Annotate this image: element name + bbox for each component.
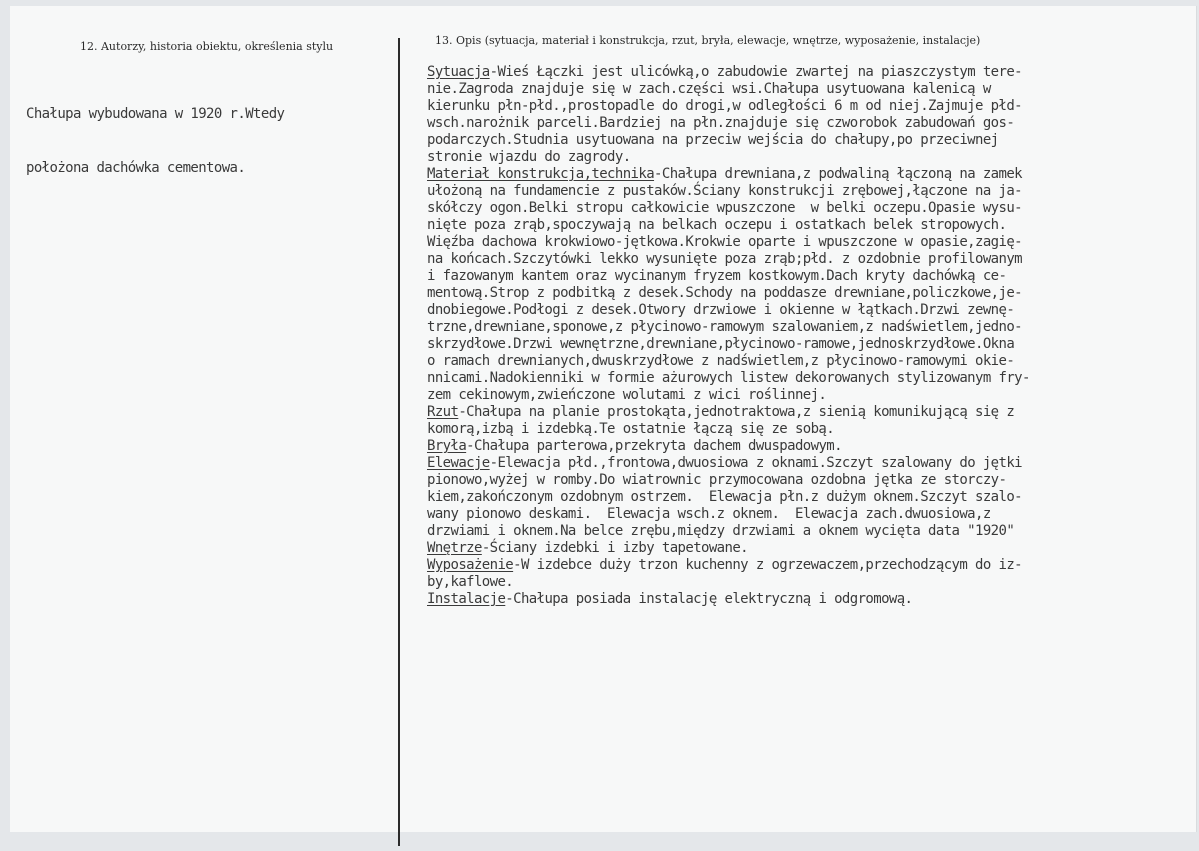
section-12-header: 12. Autorzy, historia obiektu, określenia stylu bbox=[80, 40, 334, 53]
text-line: położona dachówka cementowa. bbox=[26, 160, 246, 176]
text-line bbox=[427, 353, 1030, 370]
line-text: nie.Zagroda znajduje się w zach.części wsi.Chałupa usytuowana kalenicą w bbox=[427, 81, 991, 97]
text-line bbox=[427, 421, 1030, 438]
text-line bbox=[427, 217, 1030, 234]
line-text: -Elewacja płd.,frontowa,dwuosiowa z oknami.Szczyt szalowany do jętki bbox=[489, 455, 1022, 471]
line-text: -Ściany izdebki i izby tapetowane. bbox=[481, 540, 748, 556]
text-line bbox=[427, 319, 1030, 336]
text-line bbox=[427, 336, 1030, 353]
line-text: -W izdebce duży trzon kuchenny z ogrzewaczem,przechodzącym do iz- bbox=[513, 557, 1022, 573]
text-line bbox=[427, 98, 1030, 115]
text-line bbox=[427, 251, 1030, 268]
section-heading: Materiał konstrukcja,technika bbox=[427, 166, 655, 182]
line-text: zem cekinowym,zwieńczone wolutami z wici roślinnej. bbox=[427, 387, 827, 403]
text-line bbox=[427, 268, 1030, 285]
text-line bbox=[427, 302, 1030, 319]
line-text: nnicami.Nadokienniki w formie ażurowych listew dekorowanych stylizowanym fry- bbox=[427, 370, 1030, 386]
line-text: skółczy ogon.Belki stropu całkowicie wpuszczone w belki oczepu.Opasie wysu- bbox=[427, 200, 1022, 216]
text-line bbox=[427, 455, 1030, 472]
column-divider bbox=[398, 38, 400, 846]
text-line bbox=[427, 234, 1030, 251]
line-text: stronie wjazdu do zagrody. bbox=[427, 149, 631, 165]
text-line bbox=[427, 64, 1030, 81]
section-heading: Bryła bbox=[427, 438, 467, 454]
line-text: -Chałupa posiada instalację elektryczną i odgromową. bbox=[505, 591, 913, 607]
text-line bbox=[427, 438, 1030, 455]
line-text: dnobiegowe.Podłogi z desek.Otwory drzwiowe i okienne w łątkach.Drzwi zewnę- bbox=[427, 302, 1015, 318]
line-text: i fazowanym kantem oraz wycinanym fryzem kostkowym.Dach kryty dachówką ce- bbox=[427, 268, 1007, 284]
text-line bbox=[427, 166, 1030, 183]
section-13-body bbox=[427, 64, 1030, 608]
line-text: mentową.Strop z podbitką z desek.Schody na poddasze drewniane,policzkowe,je- bbox=[427, 285, 1022, 301]
line-text: kiem,zakończonym ozdobnym ostrzem. Elewacja płn.z dużym oknem.Szczyt szalo- bbox=[427, 489, 1022, 505]
line-text: kierunku płn-płd.,prostopadle do drogi,w odległości 6 m od niej.Zajmuje płd- bbox=[427, 98, 1022, 114]
text-line bbox=[427, 540, 1030, 557]
line-text: na końcach.Szczytówki lekko wysunięte poza zrąb;płd. z ozdobnie profilowanym bbox=[427, 251, 1022, 267]
line-text: -Wieś Łączki jest ulicówką,o zabudowie zwartej na piaszczystym tere- bbox=[489, 64, 1022, 80]
text-line bbox=[427, 115, 1030, 132]
line-text: by,kaflowe. bbox=[427, 574, 514, 590]
line-text: drzwiami i oknem.Na belce zrębu,między drzwiami a oknem wycięta data "1920" bbox=[427, 523, 1015, 539]
line-text: -Chałupa drewniana,z podwaliną łączoną na zamek bbox=[654, 166, 1022, 182]
line-text: o ramach drewnianych,dwuskrzydłowe z nadświetlem,z płycinowo-ramowymi okie- bbox=[427, 353, 1015, 369]
line-text: pionowo,wyżej w romby.Do wiatrownic przymocowana ozdobna jętka ze storczy- bbox=[427, 472, 1007, 488]
line-text: wsch.narożnik parceli.Bardziej na płn.znajduje się czworobok zabudowań gos- bbox=[427, 115, 1015, 131]
text-line bbox=[427, 183, 1030, 200]
line-text: wany pionowo deskami. Elewacja wsch.z oknem. Elewacja zach.dwuosiowa,z bbox=[427, 506, 991, 522]
section-heading: Wnętrze bbox=[427, 540, 482, 556]
line-text: ułożoną na fundamencie z pustaków.Ściany konstrukcji zrębowej,łączone na ja- bbox=[427, 183, 1022, 199]
line-text: -Chałupa parterowa,przekryta dachem dwuspadowym. bbox=[466, 438, 842, 454]
line-text: podarczych.Studnia usytuowana na przeciw wejścia do chałupy,po przeciwnej bbox=[427, 132, 999, 148]
section-heading: Elewacje bbox=[427, 455, 490, 471]
text-line bbox=[427, 523, 1030, 540]
text-line bbox=[427, 506, 1030, 523]
section-heading: Wyposażenie bbox=[427, 557, 514, 573]
text-line bbox=[427, 149, 1030, 166]
text-line bbox=[427, 200, 1030, 217]
text-line bbox=[427, 370, 1030, 387]
text-line bbox=[427, 81, 1030, 98]
text-line: Chałupa wybudowana w 1920 r.Wtedy bbox=[26, 106, 285, 122]
section-12-body bbox=[26, 69, 284, 195]
line-text: trzne,drewniane,sponowe,z płycinowo-ramowym szalowaniem,z nadświetlem,jedno- bbox=[427, 319, 1022, 335]
section-13-header: 13. Opis (sytuacja, materiał i konstrukcja, rzut, bryła, elewacje, wnętrze, wyposażenie, instalacje) bbox=[435, 34, 981, 47]
line-text: Więźba dachowa krokwiowo-jętkowa.Krokwie oparte i wpuszczone w opasie,zagię- bbox=[427, 234, 1022, 250]
section-heading: Rzut bbox=[427, 404, 459, 420]
text-line bbox=[427, 557, 1030, 574]
section-heading: Sytuacja bbox=[427, 64, 490, 80]
text-line bbox=[427, 285, 1030, 302]
section-heading: Instalacje bbox=[427, 591, 506, 607]
text-line bbox=[427, 472, 1030, 489]
text-line bbox=[427, 387, 1030, 404]
text-line bbox=[427, 404, 1030, 421]
line-text: komorą,izbą i izdebką.Te ostatnie łączą się ze sobą. bbox=[427, 421, 835, 437]
line-text: -Chałupa na planie prostokąta,jednotraktowa,z sienią komunikującą się z bbox=[458, 404, 1015, 420]
line-text: nięte poza zrąb,spoczywają na belkach oczepu i ostatkach belek stropowych. bbox=[427, 217, 1007, 233]
text-line bbox=[427, 132, 1030, 149]
line-text: skrzydłowe.Drzwi wewnętrzne,drewniane,płycinowo-ramowe,jednoskrzydłowe.Okna bbox=[427, 336, 1015, 352]
text-line bbox=[427, 574, 1030, 591]
text-line bbox=[427, 489, 1030, 506]
text-line bbox=[427, 591, 1030, 608]
